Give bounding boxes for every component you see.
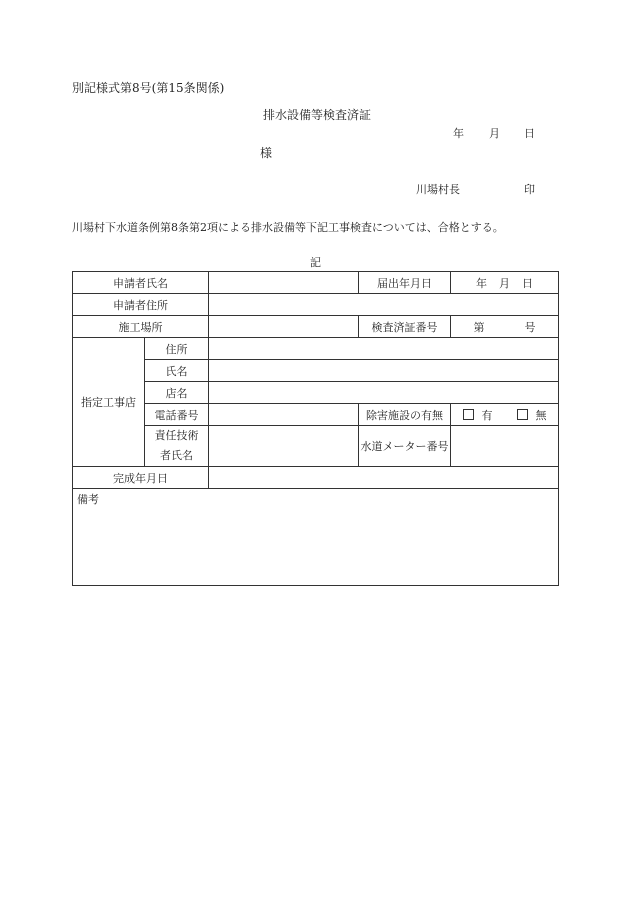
remarks-field[interactable] [73,489,559,586]
contractor-name-field[interactable] [209,360,559,382]
table-row [73,489,559,586]
date-day-label: 日 [524,127,535,140]
table-row [73,426,559,467]
table-row [73,272,559,294]
responsible-engineer-field[interactable] [209,426,359,467]
table-row [73,404,559,426]
date-year-label: 年 [453,127,464,140]
applicant-address-label: 申請者住所 [73,294,209,316]
removal-yes-checkbox[interactable] [463,409,474,420]
notification-date-label: 届出年月日 [359,272,451,294]
certification-statement: 川場村下水道条例第8条第2項による排水設備等下記工事検査については、合格とする。 [72,221,504,234]
seal-mark: 印 [524,183,535,196]
applicant-address-field[interactable] [209,294,559,316]
construction-site-label: 施工場所 [73,316,209,338]
notification-year-label: 年 [476,276,487,290]
engineer-label-line1: 責任技術 [154,429,199,442]
table-row [73,467,559,489]
date-month-label: 月 [489,127,500,140]
removal-yes-label: 有 [481,408,493,422]
applicant-name-field[interactable] [209,272,359,294]
phone-number-field[interactable] [209,404,359,426]
phone-number-label: 電話番号 [145,404,209,426]
inspection-details-table [72,271,559,586]
remarks-label: 備考 [77,493,99,506]
store-name-field[interactable] [209,382,559,404]
table-row [73,382,559,404]
responsible-engineer-label [145,426,209,467]
engineer-label-line2: 者氏名 [160,449,193,462]
notification-date-field[interactable] [451,272,559,294]
store-name-label: 店名 [145,382,209,404]
table-row [73,294,559,316]
document-title: 排水設備等検査済証 [263,108,372,122]
completion-date-field[interactable] [209,467,559,489]
construction-site-field[interactable] [209,316,359,338]
removal-facility-label: 除害施設の有無 [359,404,451,426]
table-row [73,316,559,338]
designated-contractor-label: 指定工事店 [73,338,145,467]
water-meter-number-label: 水道メーター番号 [359,426,451,467]
table-row [73,338,559,360]
contractor-name-label: 氏名 [145,360,209,382]
applicant-name-label: 申請者氏名 [73,272,209,294]
ki-heading: 記 [310,256,321,269]
removal-facility-options [451,404,559,426]
removal-no-checkbox[interactable] [517,409,528,420]
completion-date-label: 完成年月日 [73,467,209,489]
form-number: 別記様式第8号(第15条関係) [72,81,225,95]
certificate-number-field[interactable] [451,316,559,338]
certificate-number-suffix: 号 [524,320,536,334]
notification-day-label: 日 [522,276,533,290]
notification-month-label: 月 [499,276,510,290]
water-meter-number-field[interactable] [451,426,559,467]
contractor-address-field[interactable] [209,338,559,360]
recipient-honorific: 様 [260,146,273,160]
certificate-number-prefix: 第 [473,320,485,334]
table-row [73,360,559,382]
certificate-number-label: 検査済証番号 [359,316,451,338]
contractor-address-label: 住所 [145,338,209,360]
removal-no-label: 無 [535,408,547,422]
issuer-name: 川場村長 [416,183,460,196]
